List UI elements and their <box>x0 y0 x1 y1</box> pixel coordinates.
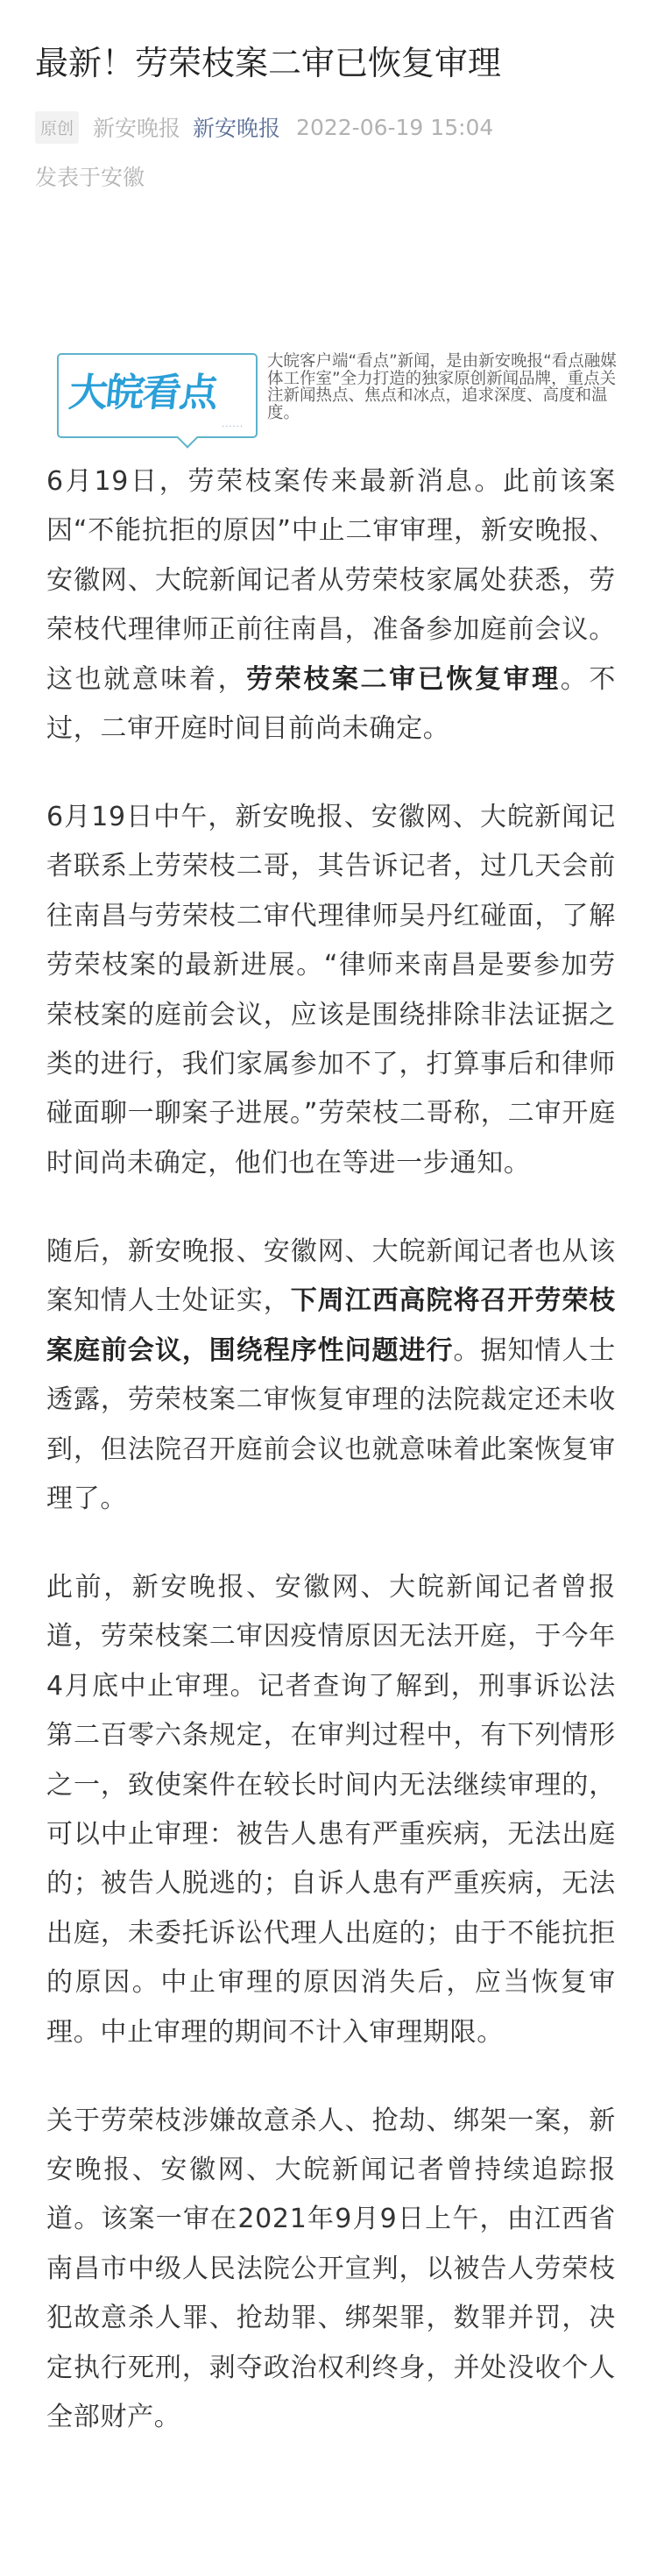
article-paragraph <box>46 793 616 1188</box>
speech-bubble-logo <box>57 353 258 438</box>
logo-dots: ...... <box>221 420 244 429</box>
article-title: 最新！劳荣枝案二审已恢复审理 <box>35 44 502 82</box>
publish-location: 发表于安徽 <box>35 165 145 190</box>
paragraph-text: 关于劳荣枝涉嫌故意杀人、抢劫、绑架一案，新安晚报、安徽网、大皖新闻记者曾持续追踪报道。该案一审在2021年9月9日上午，由江西省南昌市中级人民法院公开宣判，以被告人劳荣枝犯故意杀人罪、抢劫罪、绑架罪，数罪并罚，决定执行死刑，剥夺政治权利终身，并处没收个人全部财产。 <box>46 2105 616 2432</box>
column-banner <box>57 353 618 458</box>
highlighted-text: 下周江西高院将召开劳荣枝案庭前会议，围绕程序性问题进行 <box>46 1285 616 1366</box>
publish-time: 2022-06-19 15:04 <box>296 114 494 140</box>
article-paragraph <box>46 457 616 754</box>
highlighted-text: 劳荣枝案二审已恢复审理 <box>246 663 561 695</box>
paragraph-text: 6月19日，劳荣枝案传来最新消息。此前该案因“不能抗拒的原因”中止二审审理，新安晚报、安徽网、大皖新闻记者从劳荣枝家属处获悉，劳荣枝代理律师正前往南昌，准备参加庭前会议。这也就意味着， <box>46 466 616 695</box>
account-link[interactable]: 新安晚报 <box>193 116 281 141</box>
article-paragraph <box>46 2097 616 2443</box>
paragraph-text: 随后，新安晚报、安徽网、大皖新闻记者也从该案知情人士处证实， <box>46 1235 616 1317</box>
article-paragraph <box>46 1228 616 1524</box>
paragraph-text: 。不过，二审开庭时间目前尚未确定。 <box>46 663 617 745</box>
article-body <box>46 457 616 2481</box>
paragraph-text: 此前，新安晚报、安徽网、大皖新闻记者曾报道，劳荣枝案二审因疫情原因无法开庭，于今年4月底中止审理。记者查询了解到，刑事诉讼法第二百零六条规定，在审判过程中，有下列情形之一，致使案件在较长时间内无法继续审理的，可以中止审理：被告人患有严重疾病，无法出庭的；被告人脱逃的；自诉人患有严重疾病，无法出庭，未委托诉讼代理人出庭的；由于不能抗拒的原因。中止审理的原因消失后，应当恢复审理。中止审理的期间不计入审理期限。 <box>46 1571 616 2048</box>
paragraph-text: 6月19日中午，新安晚报、安徽网、大皖新闻记者联系上劳荣枝二哥，其告诉记者，过几天会前往南昌与劳荣枝二审代理律师吴丹红碰面，了解劳荣枝案的最新进展。“律师来南昌是要参加劳荣枝案的庭前会议，应该是围绕排除非法证据之类的进行，我们家属参加不了，打算事后和律师碰面聊一聊案子进展。”劳荣枝二哥称，二审开庭时间尚未确定，他们也在等进一步通知。 <box>46 802 616 1178</box>
article-paragraph <box>46 1563 616 2057</box>
paragraph-text: 。据知情人士透露，劳荣枝案二审恢复审理的法院裁定还未收到，但法院召开庭前会议也就意味着此案恢复审理了。 <box>46 1334 617 1514</box>
source-name: 新安晚报 <box>93 116 181 141</box>
article-meta <box>35 112 493 142</box>
dawan-kandian-logo: 大皖看点 <box>67 371 219 415</box>
column-description: 大皖客户端“看点”新闻，是由新安晚报“看点融媒体工作室”全力打造的独家原创新闻品牌，重点关注新闻热点、焦点和冰点，追求深度、高度和温度。 <box>267 352 617 422</box>
original-badge: 原创 <box>35 111 79 144</box>
